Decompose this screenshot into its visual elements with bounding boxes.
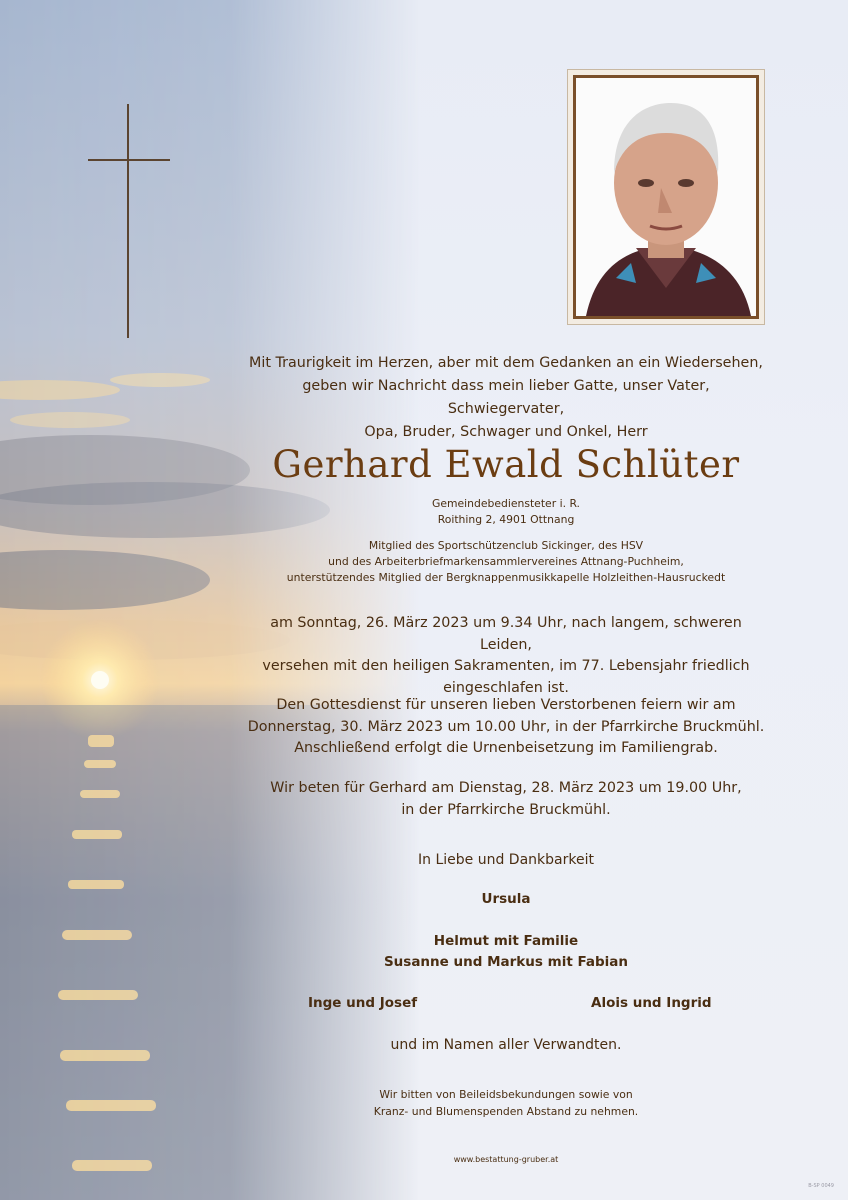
death-line: versehen mit den heiligen Sakramenten, im 77. Lebensjahr friedlich [262, 658, 750, 674]
death-notice [246, 613, 766, 699]
service-line: Anschließend erfolgt die Urnenbeisetzung im Familiengrab. [294, 740, 718, 756]
cross-icon [88, 104, 170, 340]
closing-line: In Liebe und Dankbarkeit [418, 852, 594, 868]
prayer-line: Wir beten für Gerhard am Dienstag, 28. März 2023 um 19.00 Uhr, [270, 780, 742, 796]
family-line: Helmut mit Familie [433, 933, 579, 949]
membership-line: Mitglied des Sportschützenclub Sickinger, des HSV [368, 539, 644, 552]
document-code: B-SP 0049 [808, 1183, 834, 1189]
service-line: Donnerstag, 30. März 2023 um 10.00 Uhr, in der Pfarrkirche Bruckmühl. [247, 718, 765, 735]
intro-line: geben wir Nachricht dass mein lieber Gatte, unser Vater, Schwiegervater, [302, 378, 710, 417]
intro-line: Opa, Bruder, Schwager und Onkel, Herr [364, 424, 648, 440]
request-line: Wir bitten von Beileidsbekundungen sowie von [379, 1088, 633, 1101]
deceased-details [246, 496, 766, 528]
membership-line: unterstützendes Mitglied der Bergknappenmusikkapelle Holzleithen-Hausruckedt [286, 571, 726, 584]
donation-request [246, 1087, 766, 1120]
service-line: Den Gottesdienst für unseren lieben Verstorbenen feiern wir am [276, 697, 736, 713]
membership-line: und des Arbeiterbriefmarkensammlervereines Attnang-Puchheim, [328, 555, 684, 568]
website-link[interactable]: www.bestattung-gruber.at [453, 1155, 559, 1164]
details-line: Roithing 2, 4901 Ottnang [437, 513, 575, 526]
service-notice [246, 695, 766, 760]
relatives-line: und im Namen aller Verwandten. [390, 1037, 622, 1053]
details-line: Gemeindebediensteter i. R. [431, 497, 580, 510]
death-line: eingeschlafen ist. [443, 679, 569, 696]
mourner-family [246, 931, 766, 973]
mourner-left: Inge und Josef [308, 995, 418, 1011]
prayer-line: in der Pfarrkirche Bruckmühl. [401, 801, 611, 818]
portrait-frame [567, 69, 765, 325]
deceased-name: Gerhard Ewald Schlüter [272, 443, 740, 486]
family-line: Susanne und Markus mit Fabian [383, 954, 629, 970]
mourner-wife: Ursula [481, 891, 531, 907]
request-line: Kranz- und Blumenspenden Abstand zu nehmen. [373, 1104, 639, 1118]
death-line: am Sonntag, 26. März 2023 um 9.34 Uhr, nach langem, schweren Leiden, [270, 615, 742, 653]
intro-text [246, 352, 766, 444]
memberships [246, 538, 766, 586]
intro-line: Mit Traurigkeit im Herzen, aber mit dem Gedanken an ein Wiedersehen, [249, 355, 763, 371]
portrait-photo [573, 75, 759, 319]
prayer-notice [246, 778, 766, 821]
mourner-right: Alois und Ingrid [591, 995, 712, 1011]
